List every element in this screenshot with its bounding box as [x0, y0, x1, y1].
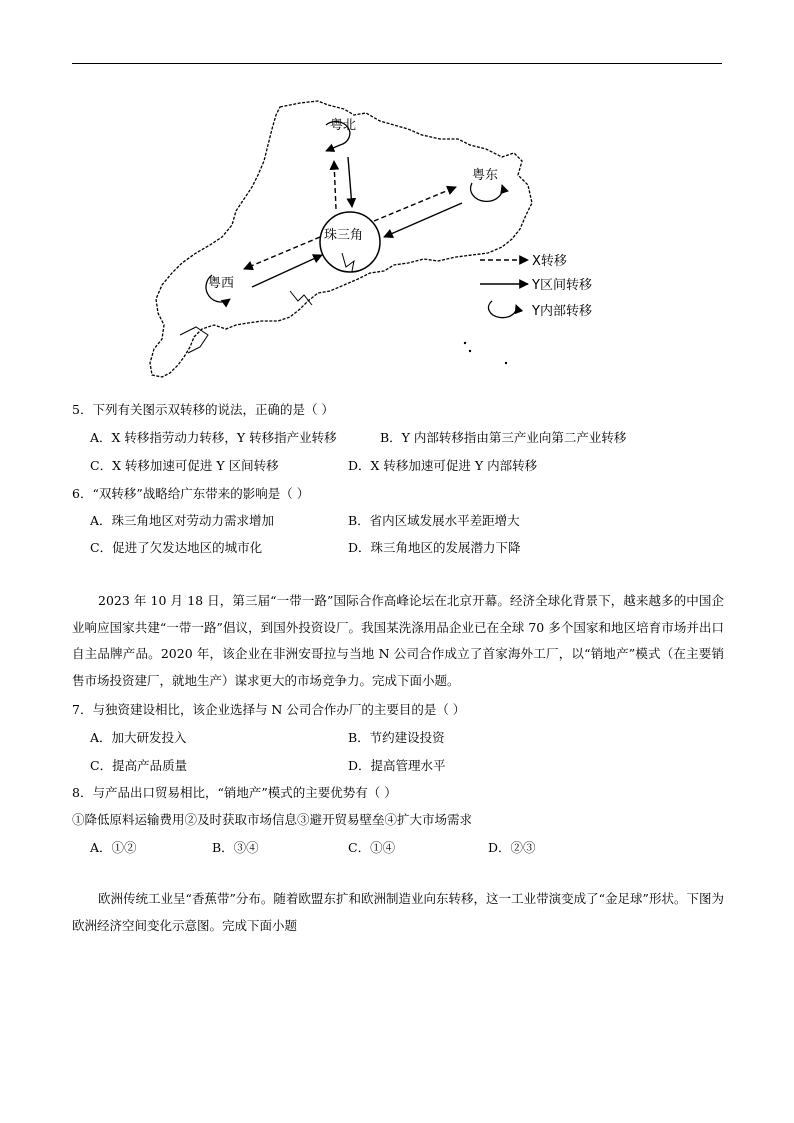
q8-items: ①降低原料运输费用②及时获取市场信息③避开贸易壁垒④扩大市场需求: [72, 812, 473, 827]
q8-option-d: D．②③: [488, 840, 536, 855]
label-east: 粤东: [472, 168, 499, 183]
q6-option-c: C．促进了欠发达地区的城市化: [90, 540, 263, 555]
q8-option-a: A．①②: [90, 840, 137, 855]
island-dot: [464, 342, 466, 344]
q6-option-a: A．珠三角地区对劳动力需求增加: [90, 513, 275, 528]
label-west: 粤西: [208, 276, 235, 291]
pearl-river-mouth: [342, 253, 354, 271]
q7-option-a: A．加大研发投入: [90, 730, 187, 745]
island-dot: [505, 362, 507, 364]
x-transfer-west-arrow: [244, 237, 320, 269]
coast-detail: [180, 327, 208, 353]
q6-option-b: B．省内区域发展水平差距增大: [348, 513, 520, 528]
header-rule: [72, 63, 722, 64]
y-inter-north-arrow: [348, 157, 352, 207]
q6-option-d: D．珠三角地区的发展潜力下降: [348, 540, 521, 555]
q5-option-b: B．Y 内部转移指由第三产业向第二产业转移: [380, 430, 627, 445]
y-inter-east-arrow: [384, 203, 462, 237]
q5-option-a: A．X 转移指劳动力转移，Y 转移指产业转移: [90, 430, 337, 445]
legend-y-inter-label: Y区间转移: [532, 278, 592, 293]
label-center: 珠三角: [324, 228, 364, 243]
q5-option-d: D．X 转移加速可促进 Y 内部转移: [348, 458, 538, 473]
q8-option-c: C．①④: [348, 840, 396, 855]
legend-y-internal-icon: [488, 301, 516, 318]
q7-option-c: C．提高产品质量: [90, 758, 188, 773]
y-inter-west-arrow: [252, 255, 322, 287]
q6-stem: 6．“双转移”战略给广东带来的影响是（ ）: [72, 486, 310, 501]
y-internal-east-icon: [471, 183, 503, 201]
q7-option-b: B．节约建设投资: [348, 730, 445, 745]
q5-stem: 5．下列有关图示双转移的说法，正确的是（ ）: [72, 402, 334, 417]
x-transfer-north-arrow: [334, 161, 336, 209]
legend-x-label: X转移: [532, 254, 567, 269]
legend-y-internal-label: Y内部转移: [532, 304, 592, 319]
guangdong-double-transfer-map: [140, 95, 620, 390]
passage-belt-and-road: 2023 年 10 月 18 日，第三届“一带一路”国际合作高峰论坛在北京开幕。经济全球化背景下，越来越多的中国企业响应国家共建“一带一路”倡议，到国外投资设厂。我国某洗涤用品企业已在全球 70 多个国家和地区培育市场并出口自主品牌产品。2020 年，该企业在非洲安哥拉与当地 N 公司合作成立了首家海外工厂，以“销地产”模式（在主要销售市场投资建厂，就地生产）谋求更大的市场竞争力。完成下面小题。: [72, 593, 724, 688]
q8-stem: 8．与产品出口贸易相比，“销地产”模式的主要优势有（ ）: [72, 785, 397, 800]
coast-detail-2: [290, 291, 312, 305]
q7-stem: 7．与独资建设相比，该企业选择与 N 公司合作办厂的主要目的是（ ）: [72, 702, 466, 717]
passage-europe-industry: 欧洲传统工业呈“香蕉带”分布。随着欧盟东扩和欧洲制造业向东转移，这一工业带演变成了“金足球”形状。下图为欧洲经济空间变化示意图。完成下面小题: [72, 891, 724, 933]
island-dot: [469, 350, 471, 352]
q5-option-c: C．X 转移加速可促进 Y 区间转移: [90, 458, 279, 473]
x-transfer-east-arrow: [374, 187, 456, 221]
q8-option-b: B．③④: [212, 840, 259, 855]
label-north: 粤北: [330, 118, 357, 133]
q7-option-d: D．提高管理水平: [348, 758, 446, 773]
